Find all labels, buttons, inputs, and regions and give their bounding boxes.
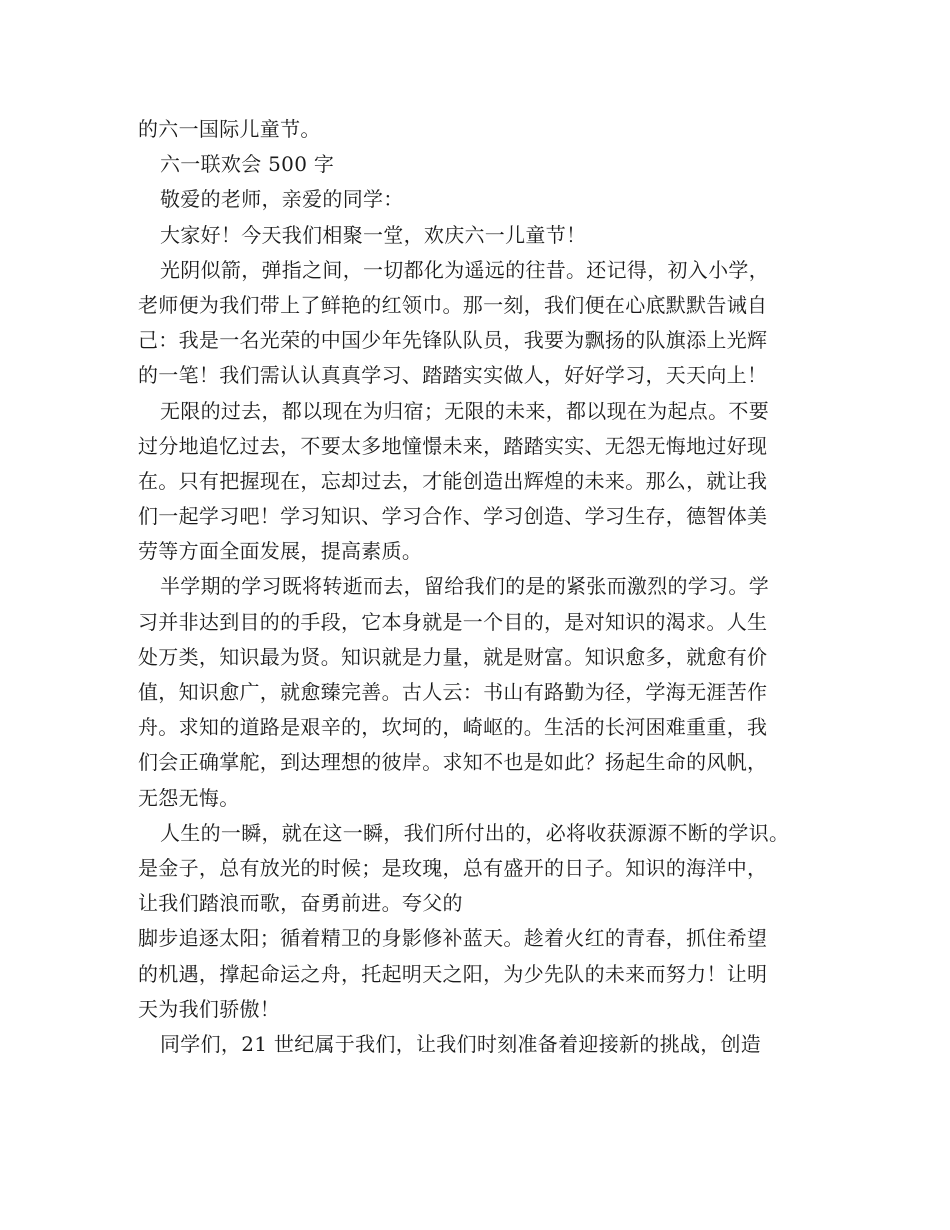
text-line: 光阴似箭，弹指之间，一切都化为遥远的往昔。还记得，初入小学，: [160, 257, 769, 282]
text-line: 无怨无悔。: [138, 785, 240, 810]
text-line: 处万类，知识最为贤。知识就是力量，就是财富。知识愈多，就愈有价: [138, 644, 768, 669]
text-line: 同学们，21 世纪属于我们，让我们时刻准备着迎接新的挑战，创造: [160, 1031, 762, 1056]
text-line: 敬爱的老师，亲爱的同学：: [160, 187, 404, 212]
text-line: 半学期的学习既将转逝而去，留给我们的是的紧张而激烈的学习。学: [160, 574, 769, 599]
text-line: 们会正确掌舵，到达理想的彼岸。求知不也是如此？扬起生命的风帆，: [138, 750, 768, 775]
text-line: 习并非达到目的的手段，它本身就是一个目的，是对知识的渴求。人生: [138, 609, 768, 634]
text-line: 的机遇，撑起命运之舟，托起明天之阳，为少先队的未来而努力！让明: [138, 961, 768, 986]
text-line: 是金子，总有放光的时候；是玫瑰，总有盛开的日子。知识的海洋中，: [138, 855, 768, 880]
text-line: 老师便为我们带上了鲜艳的红领巾。那一刻，我们便在心底默默告诫自: [138, 292, 768, 317]
text-line: 己：我是一名光荣的中国少年先锋队队员，我要为飘扬的队旗添上光辉: [138, 328, 768, 353]
text-line: 天为我们骄傲！: [138, 996, 281, 1021]
text-line: 在。只有把握现在，忘却过去，才能创造出辉煌的未来。那么，就让我: [138, 468, 768, 493]
text-line: 让我们踏浪而歌，奋勇前进。夸父的: [138, 891, 463, 916]
document-body: [138, 112, 828, 1062]
text-line: 劳等方面全面发展，提高素质。: [138, 539, 423, 564]
text-line: 们一起学习吧！学习知识、学习合作、学习创造、学习生存，德智体美: [138, 504, 768, 529]
text-line: 无限的过去，都以现在为归宿；无限的未来，都以现在为起点。不要: [160, 398, 769, 423]
text-line: 人生的一瞬，就在这一瞬，我们所付出的，必将收获源源不断的学识。: [160, 820, 790, 845]
text-line: 过分地追忆过去，不要太多地憧憬未来，踏踏实实、无怨无悔地过好现: [138, 433, 768, 458]
text-line: 舟。求知的道路是艰辛的，坎坷的，崎岖的。生活的长河困难重重，我: [138, 715, 768, 740]
text-line: 的一笔！我们需认认真真学习、踏踏实实做人，好好学习，天天向上！: [138, 363, 768, 388]
text-line: 大家好！今天我们相聚一堂，欢庆六一儿童节！: [160, 222, 587, 247]
text-line: 的六一国际儿童节。: [138, 117, 321, 141]
text-line: 值，知识愈广，就愈臻完善。古人云：书山有路勤为径，学海无涯苦作: [138, 680, 768, 704]
text-line: 脚步追逐太阳；循着精卫的身影修补蓝天。趁着火红的青春，抓住希望: [138, 926, 768, 951]
text-line: 六一联欢会 500 字: [160, 152, 335, 177]
